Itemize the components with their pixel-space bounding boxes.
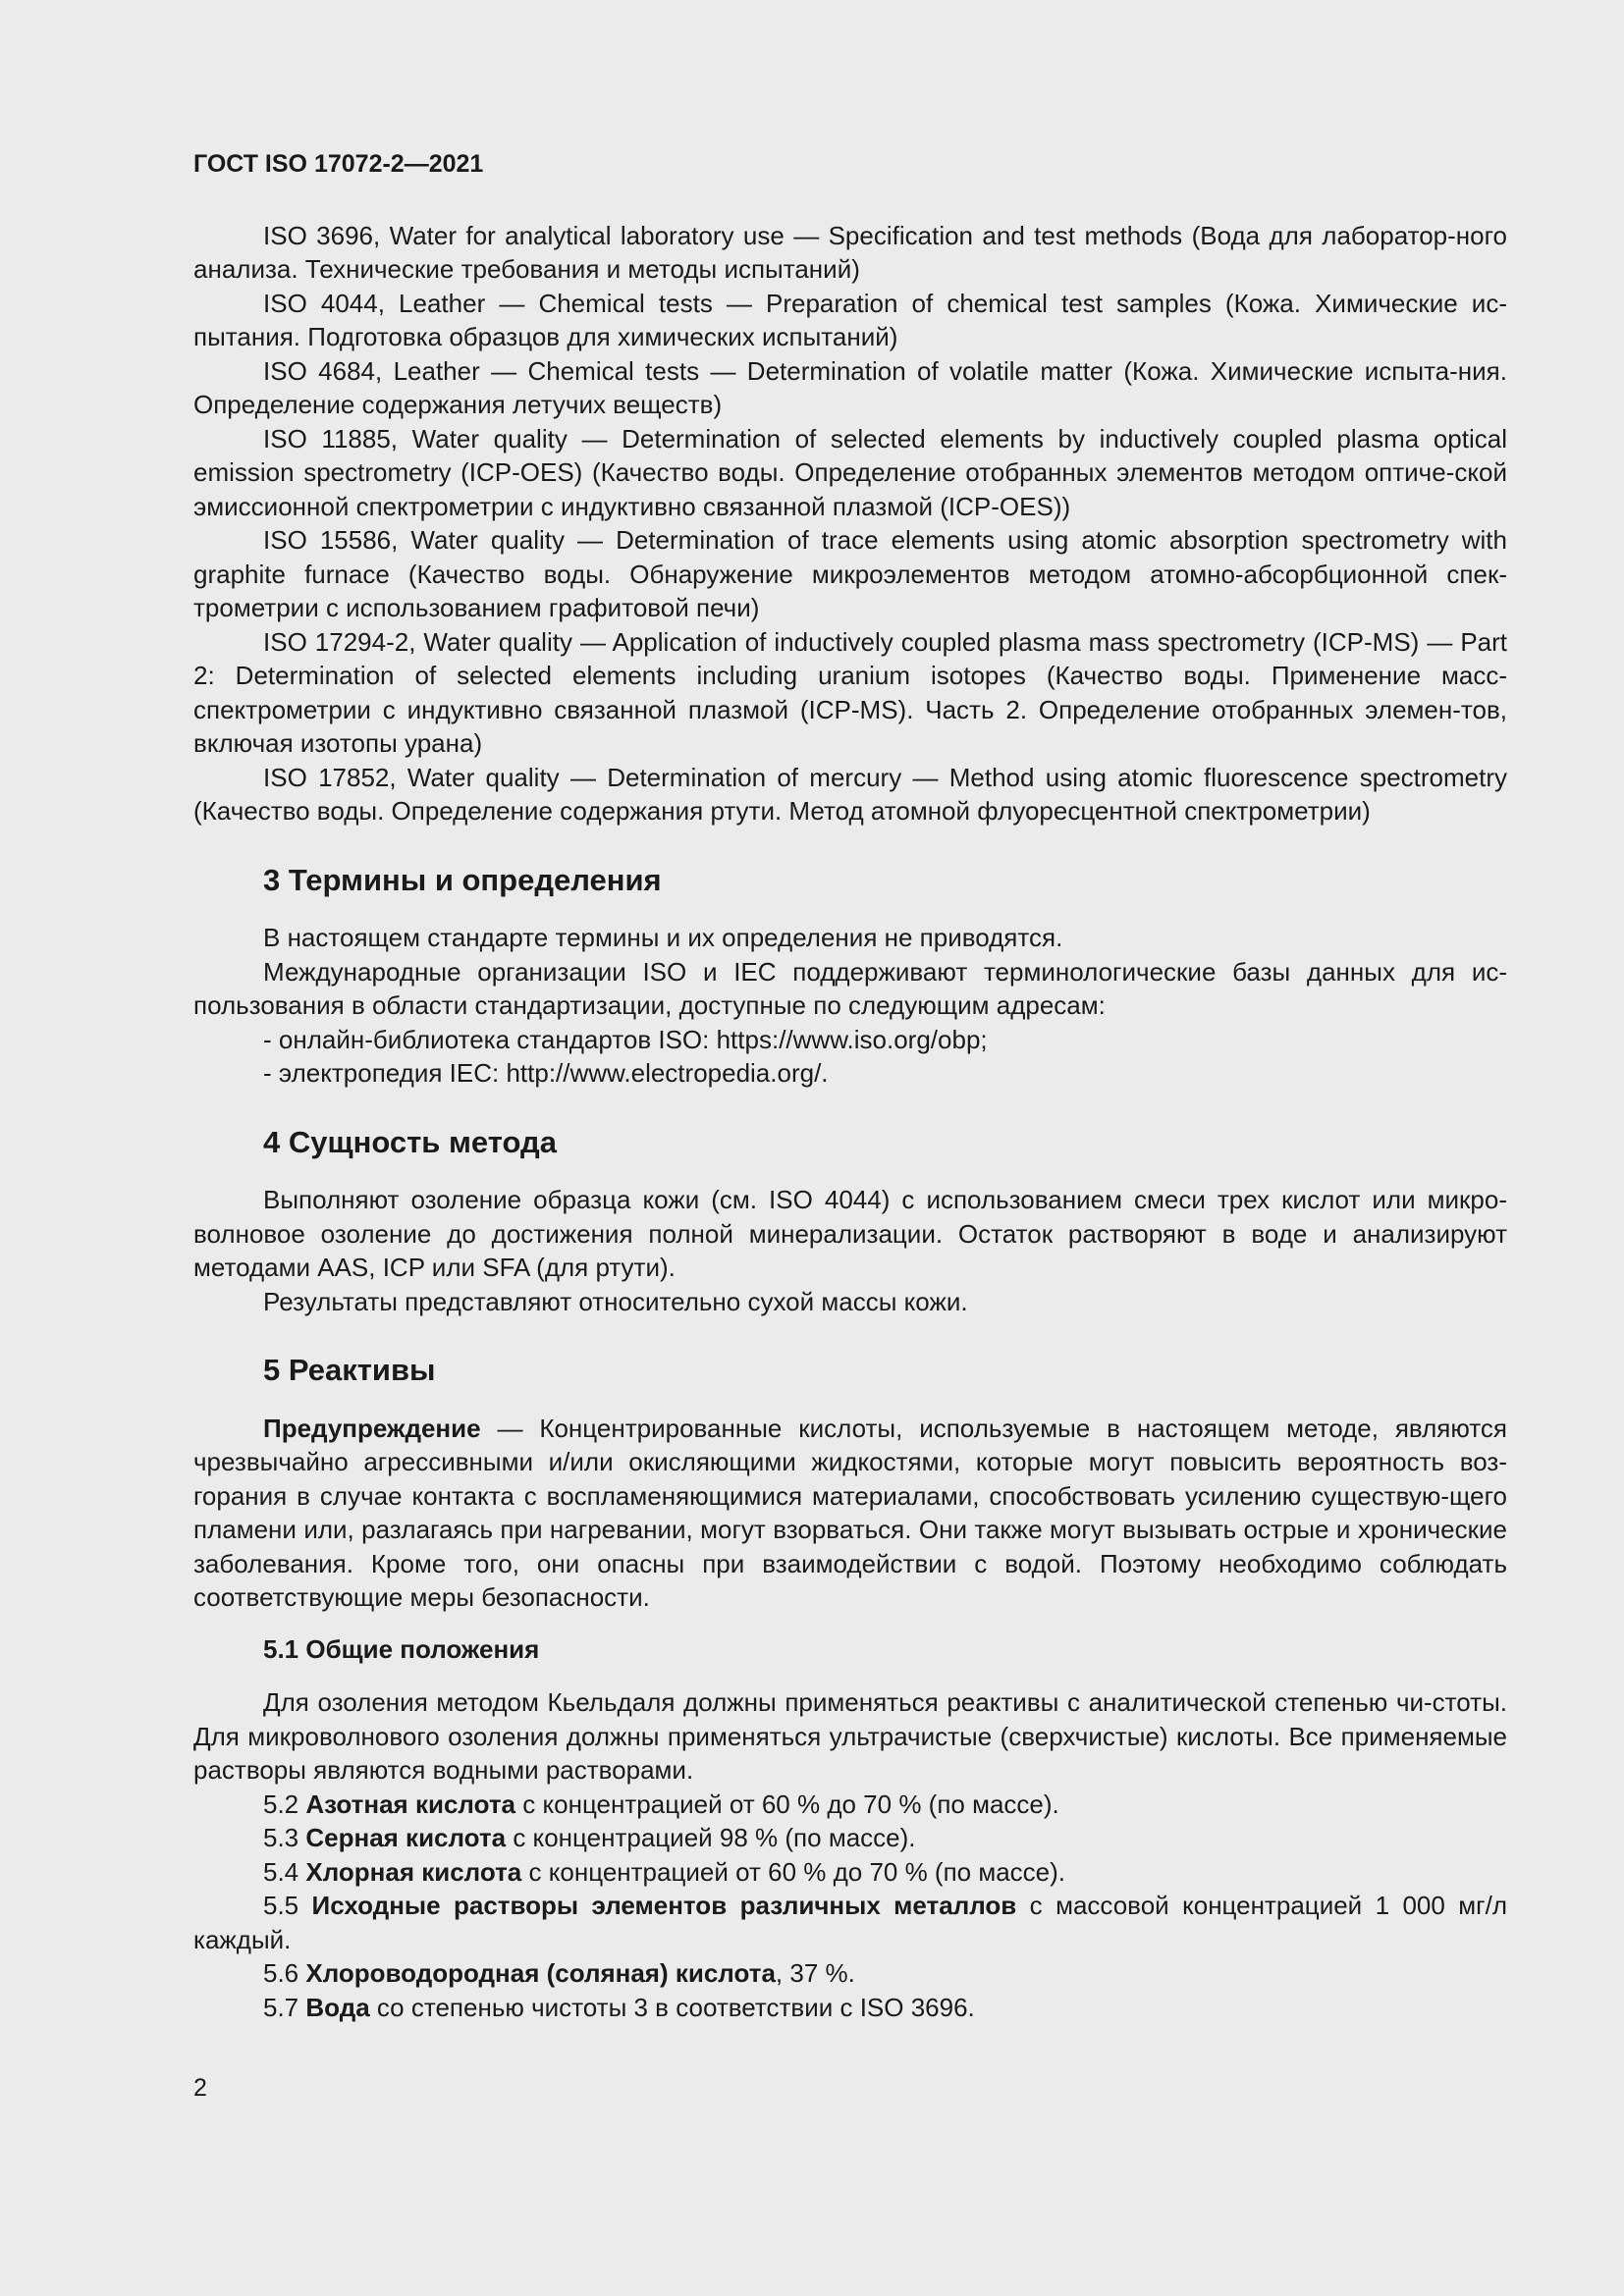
- document-page: [193, 147, 1507, 2024]
- reference-item: ISO 15586, Water quality — Determination of trace elements using atomic absorption spectrometry with graphite furnace (Качество воды. Обнаружение микроэлементов методом атомно-абсорбционной спек-трометрии с использованием графитовой печи): [193, 525, 1507, 622]
- warning-label: Предупреждение: [263, 1413, 481, 1443]
- subsection-5-1-title: 5.1 Общие положения: [263, 1633, 540, 1664]
- reference-item: ISO 17852, Water quality — Determination of mercury — Method using atomic fluorescence spectrometry (Качество воды. Определение содержания ртути. Метод атомной флуоресцентной спектрометрии): [193, 762, 1507, 826]
- section-3-list-item: - онлайн-библиотека стандартов ISO: https://www.iso.org/obp;: [263, 1024, 988, 1054]
- warning-paragraph: [193, 1412, 1507, 1615]
- reagent-item: 5.3 Серная кислота с концентрацией 98 % (по массе).: [263, 1823, 916, 1852]
- reference-item: ISO 4684, Leather — Chemical tests — Determination of volatile matter (Кожа. Химические испыта-ния. Определение содержания летучих веществ): [193, 355, 1507, 419]
- reagent-item: 5.4 Хлорная кислота с концентрацией от 60 % до 70 % (по массе).: [263, 1856, 1066, 1887]
- section-4-paragraph: Результаты представляют относительно сухой массы кожи.: [263, 1286, 968, 1316]
- subsection-5-1-text: Для озоления методом Кьельдаля должны применяться реактивы с аналитической степенью чи-стоты. Для микроволнового озоления должны применяться ультрачистые (сверхчистые) кислоты. Все применяемые растворы являются водными растворами.: [193, 1687, 1507, 1785]
- reference-item: ISO 11885, Water quality — Determination of selected elements by inductively coupled plasma optical emission spectrometry (ICP-OES) (Качество воды. Определение отобранных элементов методом оптиче-ской эмиссионной спектрометрии с индуктивно связанной плазмой (ICP-OES)): [193, 423, 1507, 521]
- section-3-title: 3 Термины и определения: [263, 862, 662, 897]
- normative-references: [193, 219, 1507, 828]
- reagent-item: 5.2 Азотная кислота с концентрацией от 60 % до 70 % (по массе).: [263, 1789, 1059, 1819]
- section-3-paragraph: В настоящем стандарте термины и их определения не приводятся.: [263, 923, 1063, 952]
- reagent-item: 5.5 Исходные растворы элементов различных металлов с массовой концентрацией 1 000 мг/л каждый.: [193, 1891, 1507, 1954]
- section-5-title: 5 Реактивы: [263, 1353, 436, 1387]
- section-3-paragraph: Международные организации ISO и IEC поддерживают терминологические базы данных для ис-пользования в области стандартизации, доступные по следующим адресам:: [193, 956, 1507, 1020]
- page-number: 2: [193, 2074, 207, 2102]
- section-4-title: 4 Сущность метода: [263, 1124, 557, 1159]
- reagent-item: 5.6 Хлороводородная (соляная) кислота, 37 %.: [263, 1958, 855, 1988]
- reference-item: ISO 4044, Leather — Chemical tests — Preparation of chemical test samples (Кожа. Химические ис-пытания. Подготовка образцов для химических испытаний): [193, 288, 1507, 351]
- section-4-paragraph: Выполняют озоление образца кожи (см. ISO 4044) с использованием смеси трех кислот или микро-волновое озоление до достижения полной минерализации. Остаток растворяют в воде и анализируют методами AAS, ICP или SFA (для ртути).: [193, 1185, 1507, 1282]
- section-3-list-item: - электропедия IEC: http://www.electropedia.org/.: [263, 1058, 829, 1088]
- warning-text: — Концентрированные кислоты, используемые в настоящем методе, являются чрезвычайно агрессивными и/или окисляющими жидкостями, которые могут повысить вероятность воз-горания в случае контакта с воспламеняющимися материалами, способствовать усилению существую-щего пламени или, разлагаясь при нагревании, могут взорваться. Они также могут вызывать острые и хронические заболевания. Кроме того, они опасны при взаимодействии с водой. Поэтому необходимо соблюдать соответствующие меры безопасности.: [193, 1413, 1507, 1612]
- reference-item: ISO 17294-2, Water quality — Application of inductively coupled plasma mass spectrometry (ICP-MS) — Part 2: Determination of selected elements including uranium isotopes (Качество воды. Применение масс-спектрометрии с индуктивно связанной плазмой (ICP-MS). Часть 2. Определение отобранных элемен-тов, включая изотопы урана): [193, 626, 1507, 758]
- reference-item: ISO 3696, Water for analytical laboratory use — Specification and test methods (Вода для лаборатор-ного анализа. Технические требования и методы испытаний): [193, 220, 1507, 284]
- document-header: ГОСТ ISO 17072-2—2021: [193, 150, 484, 178]
- reagent-item: 5.7 Вода со степенью чистоты 3 в соответствии с ISO 3696.: [263, 1992, 975, 2022]
